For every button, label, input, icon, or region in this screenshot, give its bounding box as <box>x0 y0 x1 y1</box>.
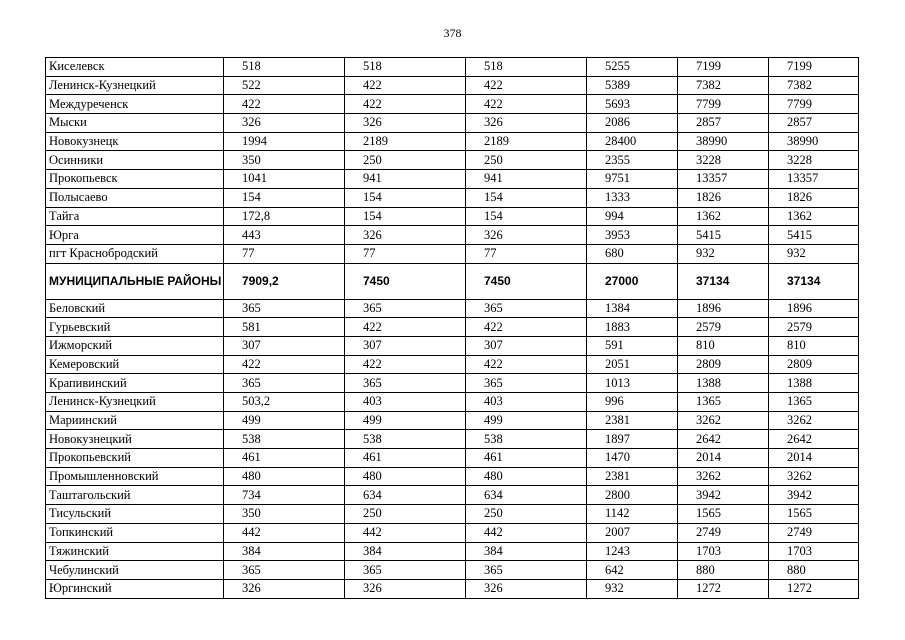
value-cell-col-5: 1826 <box>678 188 769 207</box>
value-cell-col-2: 461 <box>345 449 466 468</box>
table-row <box>46 336 859 355</box>
value-cell-col-5: 7799 <box>678 95 769 114</box>
value-cell-col-1: 384 <box>224 542 345 561</box>
value-cell-col-6: 1365 <box>769 393 859 412</box>
value-cell-col-3: 442 <box>466 523 587 542</box>
value-cell-col-5: 880 <box>678 561 769 580</box>
value-cell-col-1: 307 <box>224 336 345 355</box>
row-name-cell: Полысаево <box>46 188 224 207</box>
value-cell-col-6: 3228 <box>769 151 859 170</box>
value-cell-col-5: 37134 <box>678 263 769 299</box>
table-row <box>46 318 859 337</box>
table-row <box>46 151 859 170</box>
value-cell-col-4: 2381 <box>587 411 678 430</box>
value-cell-col-4: 1142 <box>587 505 678 524</box>
value-cell-col-3: 7450 <box>466 263 587 299</box>
value-cell-col-2: 326 <box>345 114 466 133</box>
row-name-cell: Тисульский <box>46 505 224 524</box>
value-cell-col-4: 28400 <box>587 132 678 151</box>
value-cell-col-6: 1826 <box>769 188 859 207</box>
table-row <box>46 244 859 263</box>
table-row <box>46 542 859 561</box>
table-row <box>46 58 859 77</box>
value-cell-col-2: 365 <box>345 561 466 580</box>
value-cell-col-6: 3942 <box>769 486 859 505</box>
table-row <box>46 430 859 449</box>
value-cell-col-3: 326 <box>466 114 587 133</box>
table-row <box>46 374 859 393</box>
value-cell-col-6: 38990 <box>769 132 859 151</box>
value-cell-col-3: 422 <box>466 355 587 374</box>
value-cell-col-5: 2014 <box>678 449 769 468</box>
value-cell-col-2: 480 <box>345 467 466 486</box>
value-cell-col-3: 538 <box>466 430 587 449</box>
value-cell-col-1: 499 <box>224 411 345 430</box>
value-cell-col-2: 634 <box>345 486 466 505</box>
table-row <box>46 411 859 430</box>
value-cell-col-1: 522 <box>224 76 345 95</box>
value-cell-col-6: 7199 <box>769 58 859 77</box>
value-cell-col-2: 77 <box>345 244 466 263</box>
value-cell-col-6: 2579 <box>769 318 859 337</box>
value-cell-col-3: 365 <box>466 299 587 318</box>
value-cell-col-4: 27000 <box>587 263 678 299</box>
value-cell-col-2: 365 <box>345 374 466 393</box>
value-cell-col-2: 499 <box>345 411 466 430</box>
page-number: 378 <box>443 26 462 40</box>
value-cell-col-5: 932 <box>678 244 769 263</box>
table-row <box>46 114 859 133</box>
value-cell-col-5: 1365 <box>678 393 769 412</box>
value-cell-col-3: 384 <box>466 542 587 561</box>
table-row <box>46 188 859 207</box>
value-cell-col-6: 2014 <box>769 449 859 468</box>
row-name-cell: Прокопьевский <box>46 449 224 468</box>
value-cell-col-3: 326 <box>466 579 587 598</box>
row-name-cell: Таштагольский <box>46 486 224 505</box>
table-row <box>46 170 859 189</box>
section-header-row <box>46 263 859 299</box>
value-cell-col-2: 326 <box>345 226 466 245</box>
value-cell-col-3: 403 <box>466 393 587 412</box>
row-name-cell: Беловский <box>46 299 224 318</box>
value-cell-col-5: 1272 <box>678 579 769 598</box>
value-cell-col-3: 422 <box>466 95 587 114</box>
value-cell-col-2: 154 <box>345 207 466 226</box>
value-cell-col-4: 2086 <box>587 114 678 133</box>
value-cell-col-4: 1470 <box>587 449 678 468</box>
value-cell-col-6: 37134 <box>769 263 859 299</box>
value-cell-col-6: 1362 <box>769 207 859 226</box>
value-cell-col-5: 7199 <box>678 58 769 77</box>
table-row <box>46 132 859 151</box>
row-name-cell: Юрга <box>46 226 224 245</box>
row-name-cell: Топкинский <box>46 523 224 542</box>
row-name-cell: Ижморский <box>46 336 224 355</box>
value-cell-col-1: 7909,2 <box>224 263 345 299</box>
value-cell-col-2: 7450 <box>345 263 466 299</box>
value-cell-col-6: 880 <box>769 561 859 580</box>
value-cell-col-5: 3262 <box>678 467 769 486</box>
row-name-cell: Новокузнецк <box>46 132 224 151</box>
value-cell-col-3: 250 <box>466 505 587 524</box>
row-name-cell: Осинники <box>46 151 224 170</box>
table-row <box>46 207 859 226</box>
value-cell-col-5: 2642 <box>678 430 769 449</box>
value-cell-col-6: 7382 <box>769 76 859 95</box>
value-cell-col-3: 307 <box>466 336 587 355</box>
row-name-cell: МУНИЦИПАЛЬНЫЕ РАЙОНЫ <box>46 263 224 299</box>
value-cell-col-3: 365 <box>466 374 587 393</box>
value-cell-col-6: 2642 <box>769 430 859 449</box>
value-cell-col-3: 499 <box>466 411 587 430</box>
table-row <box>46 226 859 245</box>
value-cell-col-6: 1272 <box>769 579 859 598</box>
value-cell-col-6: 7799 <box>769 95 859 114</box>
row-name-cell: пгт Краснобродский <box>46 244 224 263</box>
value-cell-col-4: 932 <box>587 579 678 598</box>
value-cell-col-6: 1896 <box>769 299 859 318</box>
value-cell-col-1: 365 <box>224 299 345 318</box>
table-row <box>46 523 859 542</box>
table-row <box>46 449 859 468</box>
row-name-cell: Тайга <box>46 207 224 226</box>
value-cell-col-4: 1897 <box>587 430 678 449</box>
row-name-cell: Гурьевский <box>46 318 224 337</box>
value-cell-col-1: 1994 <box>224 132 345 151</box>
value-cell-col-3: 480 <box>466 467 587 486</box>
value-cell-col-5: 2749 <box>678 523 769 542</box>
value-cell-col-3: 250 <box>466 151 587 170</box>
table-row <box>46 393 859 412</box>
value-cell-col-2: 307 <box>345 336 466 355</box>
value-cell-col-2: 422 <box>345 95 466 114</box>
value-cell-col-4: 1333 <box>587 188 678 207</box>
value-cell-col-3: 941 <box>466 170 587 189</box>
table-row <box>46 561 859 580</box>
value-cell-col-4: 5389 <box>587 76 678 95</box>
value-cell-col-4: 1243 <box>587 542 678 561</box>
row-name-cell: Киселевск <box>46 58 224 77</box>
value-cell-col-4: 642 <box>587 561 678 580</box>
value-cell-col-4: 680 <box>587 244 678 263</box>
value-cell-col-5: 13357 <box>678 170 769 189</box>
value-cell-col-1: 422 <box>224 95 345 114</box>
value-cell-col-5: 1388 <box>678 374 769 393</box>
value-cell-col-3: 634 <box>466 486 587 505</box>
value-cell-col-3: 518 <box>466 58 587 77</box>
value-cell-col-4: 1384 <box>587 299 678 318</box>
row-name-cell: Мыски <box>46 114 224 133</box>
value-cell-col-6: 2749 <box>769 523 859 542</box>
value-cell-col-4: 2355 <box>587 151 678 170</box>
value-cell-col-1: 172,8 <box>224 207 345 226</box>
value-cell-col-4: 2051 <box>587 355 678 374</box>
value-cell-col-1: 365 <box>224 561 345 580</box>
value-cell-col-2: 250 <box>345 151 466 170</box>
value-cell-col-5: 2857 <box>678 114 769 133</box>
value-cell-col-1: 538 <box>224 430 345 449</box>
value-cell-col-5: 3942 <box>678 486 769 505</box>
value-cell-col-4: 1013 <box>587 374 678 393</box>
value-cell-col-4: 2007 <box>587 523 678 542</box>
value-cell-col-6: 5415 <box>769 226 859 245</box>
row-name-cell: Ленинск-Кузнецкий <box>46 76 224 95</box>
value-cell-col-2: 2189 <box>345 132 466 151</box>
value-cell-col-1: 461 <box>224 449 345 468</box>
value-cell-col-5: 3262 <box>678 411 769 430</box>
value-cell-col-3: 422 <box>466 318 587 337</box>
value-cell-col-4: 5255 <box>587 58 678 77</box>
value-cell-col-5: 1362 <box>678 207 769 226</box>
row-name-cell: Прокопьевск <box>46 170 224 189</box>
value-cell-col-2: 422 <box>345 76 466 95</box>
table-row <box>46 486 859 505</box>
value-cell-col-1: 442 <box>224 523 345 542</box>
value-cell-col-1: 326 <box>224 579 345 598</box>
value-cell-col-2: 365 <box>345 299 466 318</box>
data-table <box>45 57 859 599</box>
value-cell-col-1: 422 <box>224 355 345 374</box>
row-name-cell: Крапивинский <box>46 374 224 393</box>
table-row <box>46 579 859 598</box>
value-cell-col-2: 422 <box>345 355 466 374</box>
value-cell-col-5: 3228 <box>678 151 769 170</box>
row-name-cell: Юргинский <box>46 579 224 598</box>
table-row <box>46 95 859 114</box>
value-cell-col-4: 5693 <box>587 95 678 114</box>
value-cell-col-5: 38990 <box>678 132 769 151</box>
value-cell-col-1: 77 <box>224 244 345 263</box>
value-cell-col-6: 2857 <box>769 114 859 133</box>
value-cell-col-5: 1565 <box>678 505 769 524</box>
value-cell-col-2: 518 <box>345 58 466 77</box>
value-cell-col-2: 250 <box>345 505 466 524</box>
row-name-cell: Промышленновский <box>46 467 224 486</box>
value-cell-col-4: 9751 <box>587 170 678 189</box>
value-cell-col-1: 480 <box>224 467 345 486</box>
value-cell-col-6: 3262 <box>769 411 859 430</box>
table-row <box>46 467 859 486</box>
value-cell-col-1: 350 <box>224 505 345 524</box>
value-cell-col-3: 461 <box>466 449 587 468</box>
value-cell-col-6: 2809 <box>769 355 859 374</box>
value-cell-col-2: 154 <box>345 188 466 207</box>
value-cell-col-3: 326 <box>466 226 587 245</box>
value-cell-col-5: 2809 <box>678 355 769 374</box>
value-cell-col-3: 77 <box>466 244 587 263</box>
table-row <box>46 505 859 524</box>
value-cell-col-6: 1388 <box>769 374 859 393</box>
value-cell-col-6: 3262 <box>769 467 859 486</box>
value-cell-col-2: 538 <box>345 430 466 449</box>
value-cell-col-1: 350 <box>224 151 345 170</box>
row-name-cell: Междуреченск <box>46 95 224 114</box>
value-cell-col-2: 403 <box>345 393 466 412</box>
value-cell-col-1: 443 <box>224 226 345 245</box>
table-row <box>46 76 859 95</box>
value-cell-col-4: 3953 <box>587 226 678 245</box>
value-cell-col-4: 2381 <box>587 467 678 486</box>
value-cell-col-6: 1703 <box>769 542 859 561</box>
value-cell-col-2: 326 <box>345 579 466 598</box>
value-cell-col-4: 996 <box>587 393 678 412</box>
value-cell-col-1: 734 <box>224 486 345 505</box>
value-cell-col-3: 2189 <box>466 132 587 151</box>
value-cell-col-5: 7382 <box>678 76 769 95</box>
value-cell-col-3: 154 <box>466 207 587 226</box>
value-cell-col-3: 154 <box>466 188 587 207</box>
value-cell-col-2: 422 <box>345 318 466 337</box>
value-cell-col-1: 154 <box>224 188 345 207</box>
row-name-cell: Новокузнецкий <box>46 430 224 449</box>
value-cell-col-1: 518 <box>224 58 345 77</box>
value-cell-col-5: 810 <box>678 336 769 355</box>
table-body <box>46 58 859 599</box>
value-cell-col-6: 932 <box>769 244 859 263</box>
value-cell-col-1: 1041 <box>224 170 345 189</box>
value-cell-col-1: 365 <box>224 374 345 393</box>
value-cell-col-1: 326 <box>224 114 345 133</box>
value-cell-col-6: 13357 <box>769 170 859 189</box>
table-row <box>46 355 859 374</box>
value-cell-col-6: 810 <box>769 336 859 355</box>
row-name-cell: Тяжинский <box>46 542 224 561</box>
value-cell-col-2: 941 <box>345 170 466 189</box>
value-cell-col-3: 422 <box>466 76 587 95</box>
value-cell-col-4: 2800 <box>587 486 678 505</box>
value-cell-col-5: 5415 <box>678 226 769 245</box>
value-cell-col-3: 365 <box>466 561 587 580</box>
value-cell-col-4: 591 <box>587 336 678 355</box>
value-cell-col-5: 1703 <box>678 542 769 561</box>
value-cell-col-1: 581 <box>224 318 345 337</box>
row-name-cell: Ленинск-Кузнецкий <box>46 393 224 412</box>
value-cell-col-1: 503,2 <box>224 393 345 412</box>
value-cell-col-4: 1883 <box>587 318 678 337</box>
value-cell-col-2: 442 <box>345 523 466 542</box>
row-name-cell: Кемеровский <box>46 355 224 374</box>
value-cell-col-5: 2579 <box>678 318 769 337</box>
value-cell-col-6: 1565 <box>769 505 859 524</box>
table-row <box>46 299 859 318</box>
value-cell-col-5: 1896 <box>678 299 769 318</box>
row-name-cell: Мариинский <box>46 411 224 430</box>
value-cell-col-2: 384 <box>345 542 466 561</box>
row-name-cell: Чебулинский <box>46 561 224 580</box>
value-cell-col-4: 994 <box>587 207 678 226</box>
